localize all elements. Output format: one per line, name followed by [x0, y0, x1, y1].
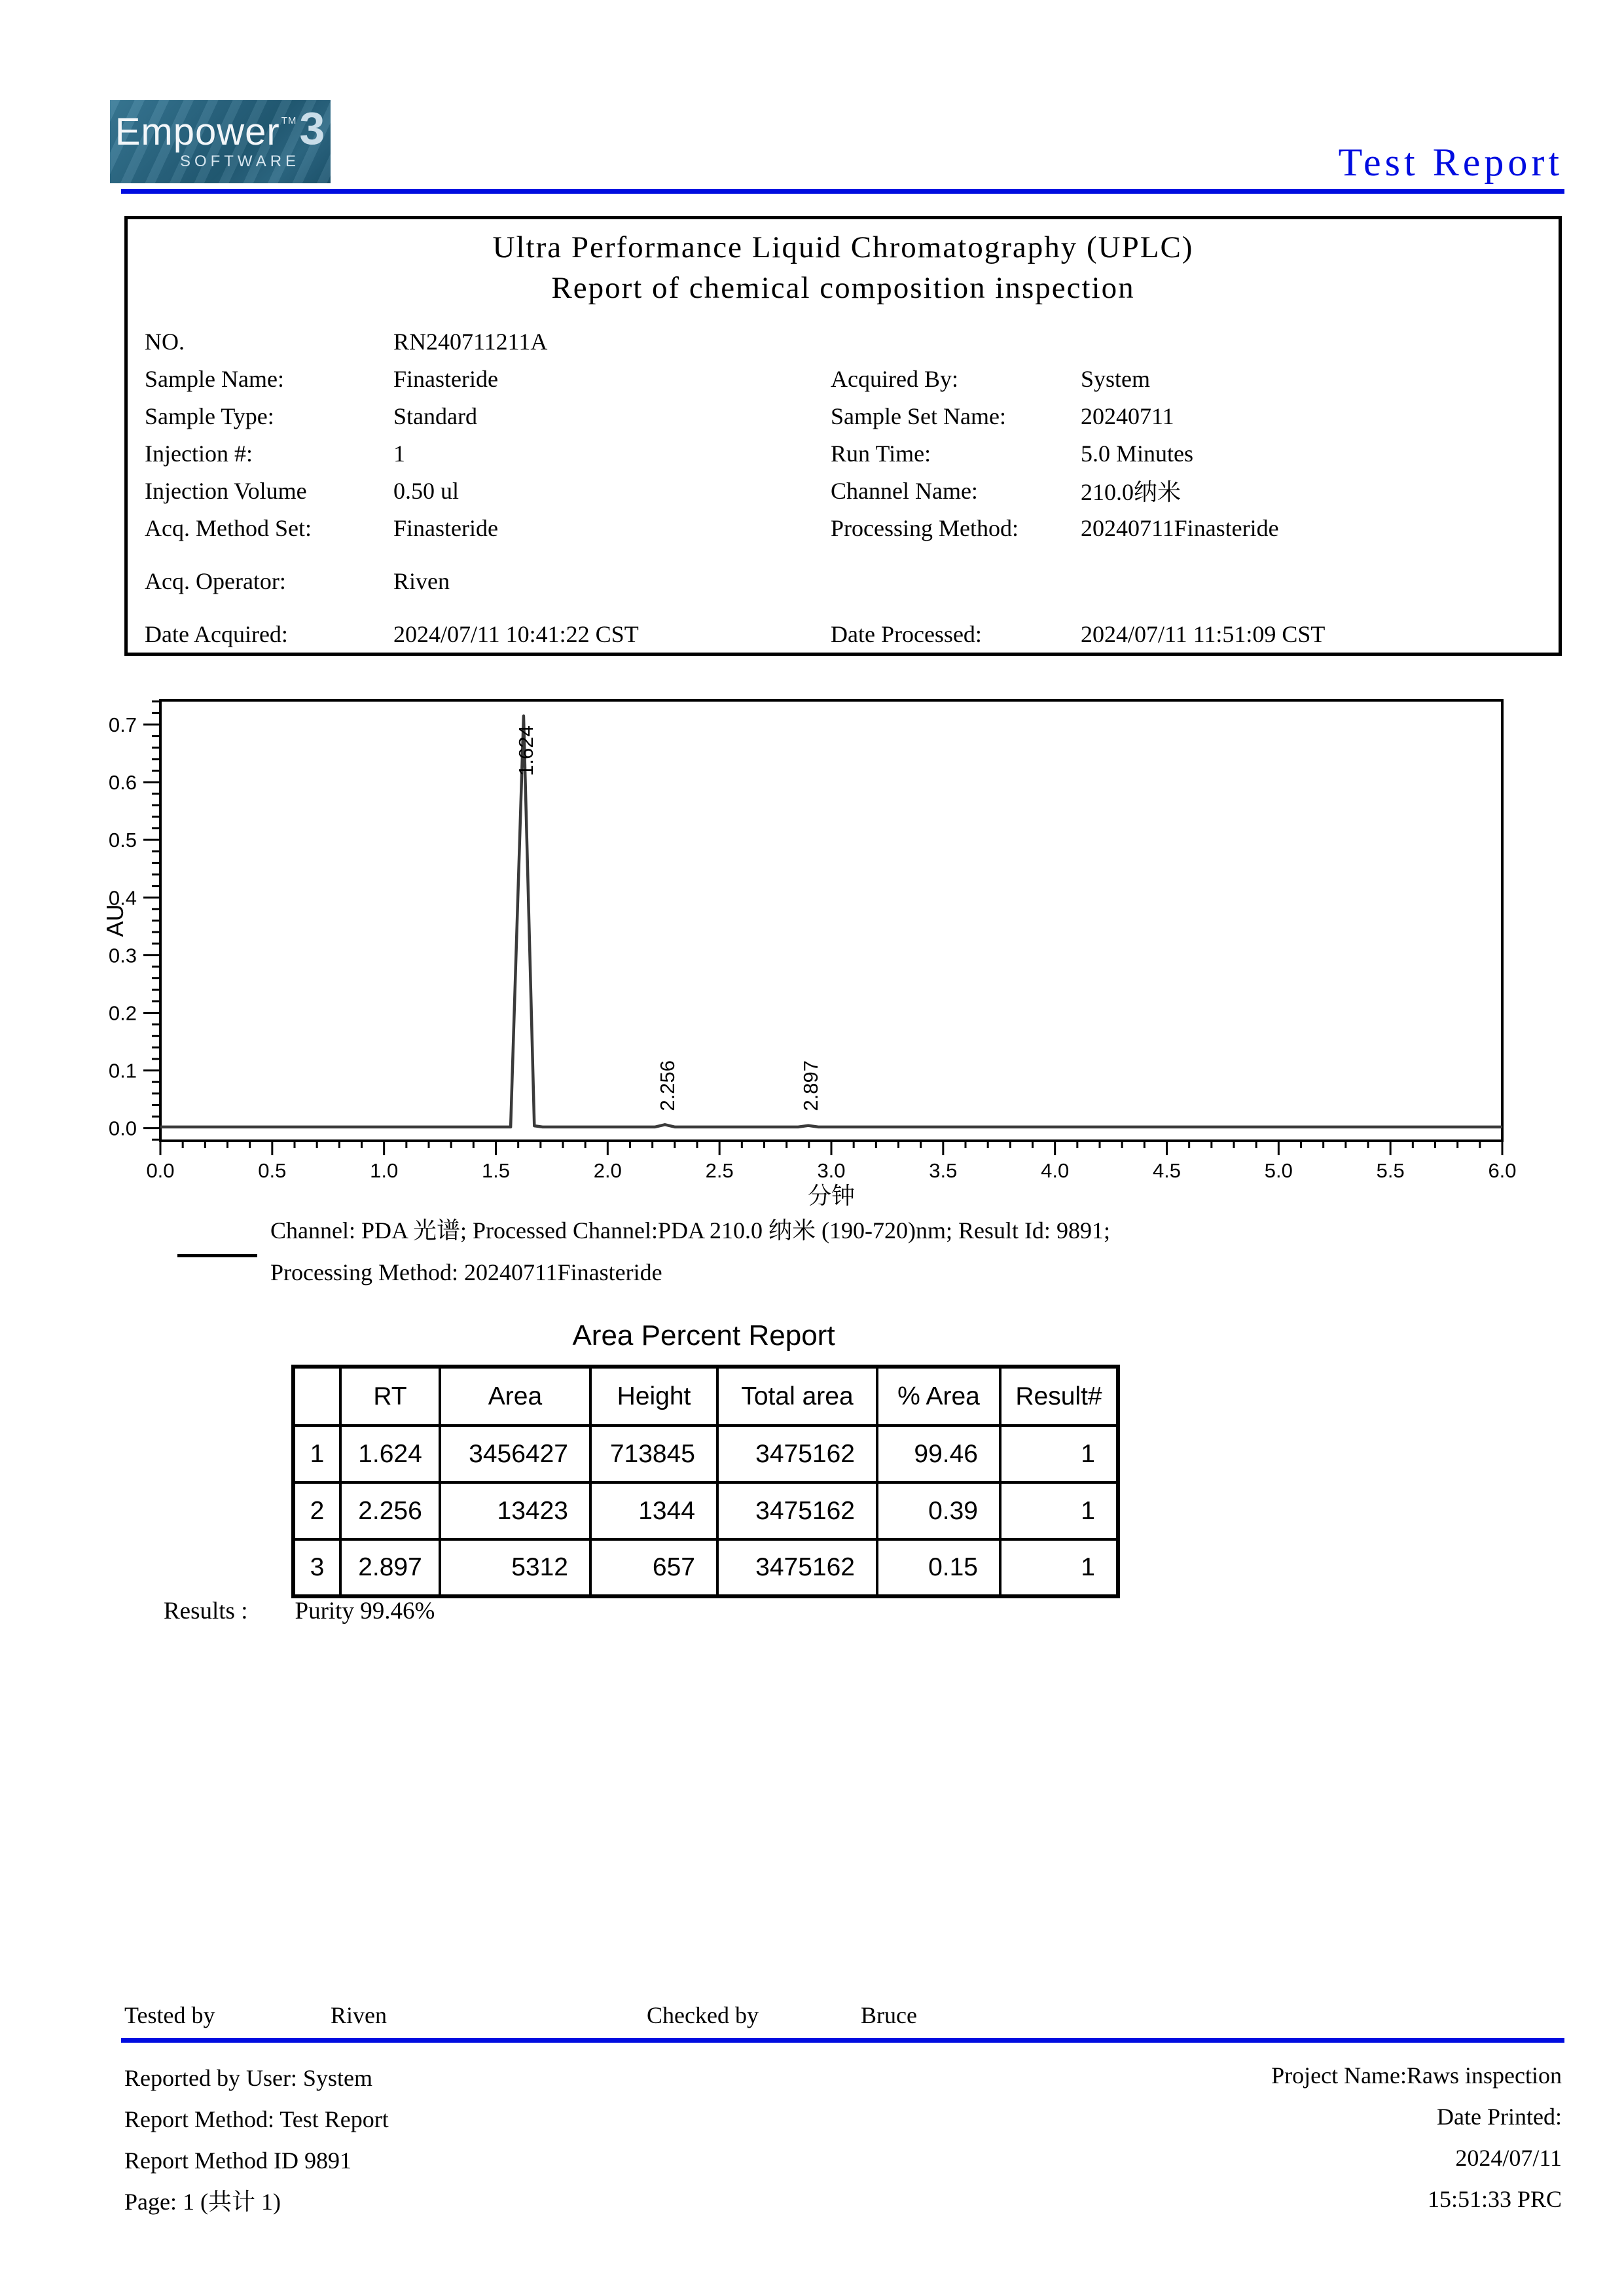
- x-tick-label: 3.5: [929, 1159, 958, 1182]
- sample-info-fields: [145, 323, 1559, 653]
- table-cell: 2.897: [340, 1539, 440, 1596]
- report-title: Test Report: [1338, 141, 1563, 184]
- field-label: Date Acquired:: [145, 620, 288, 647]
- field-value: 2024/07/11 11:51:09 CST: [1081, 620, 1326, 647]
- field-value: 2024/07/11 10:41:22 CST: [393, 620, 639, 647]
- table-cell: 0.39: [877, 1482, 1000, 1539]
- logo-version: 3: [299, 102, 326, 154]
- field-label: Sample Name:: [145, 365, 284, 392]
- y-tick-label: 0.7: [108, 713, 137, 736]
- table-header-cell: Total area: [717, 1367, 877, 1426]
- field-value: 20240711: [1081, 403, 1174, 429]
- field-label: Sample Set Name:: [831, 403, 1006, 429]
- footer-left-line: Report Method: Test Report: [124, 2106, 389, 2132]
- plot-border: [160, 700, 1502, 1141]
- header-field-row: [145, 509, 1559, 547]
- y-axis-title: AU: [101, 904, 128, 937]
- x-tick-label: 0.0: [146, 1159, 175, 1182]
- doc-title-line2: Report of chemical composition inspection: [551, 271, 1135, 305]
- x-tick-label: 1.5: [481, 1159, 511, 1182]
- results-line: [164, 1597, 435, 1625]
- y-tick-label: 0.6: [108, 771, 137, 795]
- x-tick-label: 3.0: [817, 1159, 846, 1182]
- field-value: Riven: [393, 567, 450, 594]
- table-header-cell: % Area: [877, 1367, 1000, 1426]
- y-tick-label: 0.2: [108, 1001, 137, 1025]
- x-tick-label: 5.5: [1376, 1159, 1405, 1182]
- x-tick-label: 5.0: [1264, 1159, 1293, 1182]
- table-cell: 3475162: [717, 1426, 877, 1482]
- signal-trace: [160, 716, 1502, 1127]
- peak-label: 2.256: [655, 1060, 679, 1111]
- legend-sample-line: [177, 1254, 257, 1257]
- field-label: Injection Volume: [145, 477, 307, 504]
- table-cell: 1.624: [340, 1426, 440, 1482]
- field-label: Channel Name:: [831, 477, 978, 504]
- table-cell: 1: [1000, 1482, 1118, 1539]
- x-tick-label: 2.5: [705, 1159, 734, 1182]
- checked-by-label: Checked by: [647, 2002, 759, 2028]
- logo-brand: Empower: [115, 110, 280, 153]
- logo-trademark: TM: [281, 115, 297, 126]
- x-tick-label: 0.5: [258, 1159, 287, 1182]
- area-percent-table: [291, 1365, 1120, 1598]
- area-percent-report-title: Area Percent Report: [572, 1319, 835, 1352]
- footer-right-block: [1271, 2055, 1562, 2220]
- x-tick-label: 6.0: [1488, 1159, 1517, 1182]
- table-header-cell: Area: [440, 1367, 590, 1426]
- table-cell: 5312: [440, 1539, 590, 1596]
- y-tick-label: 0.1: [108, 1059, 137, 1083]
- checked-by-value: Bruce: [861, 2002, 917, 2028]
- bottom-blue-rule: [121, 2038, 1564, 2043]
- peak-label: 1.624: [514, 725, 537, 776]
- footer-left-line: Page: 1 (共计 1): [124, 2189, 281, 2215]
- field-label: Injection #:: [145, 440, 253, 467]
- legend-line1: Channel: PDA 光谱; Processed Channel:PDA 210.0 纳米 (190-720)nm; Result Id: 9891;: [270, 1217, 1110, 1244]
- field-label: Acq. Operator:: [145, 567, 286, 594]
- table-row: [293, 1539, 1118, 1596]
- table-cell: 713845: [590, 1426, 717, 1482]
- table-cell: 1: [293, 1426, 340, 1482]
- field-value: RN240711211A: [393, 328, 548, 355]
- table-cell: 99.46: [877, 1426, 1000, 1482]
- table-cell: 3: [293, 1539, 340, 1596]
- table-cell: 3475162: [717, 1482, 877, 1539]
- document-header-box: [124, 216, 1562, 656]
- x-tick-label: 4.5: [1152, 1159, 1182, 1182]
- header-field-row: [145, 435, 1559, 472]
- field-value: 1: [393, 440, 405, 467]
- table-cell: 0.15: [877, 1539, 1000, 1596]
- x-tick-label: 2.0: [593, 1159, 622, 1182]
- header-field-row: [145, 323, 1559, 360]
- table-cell: 2.256: [340, 1482, 440, 1539]
- field-label: Date Processed:: [831, 620, 982, 647]
- header-field-row: [145, 615, 1559, 653]
- x-tick-label: 1.0: [370, 1159, 399, 1182]
- legend-line2: Processing Method: 20240711Finasteride: [270, 1259, 662, 1285]
- field-value: Standard: [393, 403, 477, 429]
- table-header-row: [293, 1367, 1118, 1426]
- table-cell: 3475162: [717, 1539, 877, 1596]
- field-label: Run Time:: [831, 440, 931, 467]
- footer-left-block: [124, 2058, 389, 2223]
- field-value: 20240711Finasteride: [1081, 514, 1279, 541]
- field-label: Acq. Method Set:: [145, 514, 312, 541]
- table-cell: 1: [1000, 1539, 1118, 1596]
- field-value: 210.0纳米: [1081, 479, 1182, 505]
- results-value: Purity 99.46%: [295, 1598, 435, 1624]
- field-label: Acquired By:: [831, 365, 958, 392]
- field-label: NO.: [145, 328, 185, 355]
- peak-label: 2.897: [799, 1060, 822, 1111]
- table-header-cell: Result#: [1000, 1367, 1118, 1426]
- y-tick-label: 0.3: [108, 944, 137, 967]
- table-row: [293, 1482, 1118, 1539]
- field-value: Finasteride: [393, 365, 498, 392]
- field-label: Sample Type:: [145, 403, 274, 429]
- field-value: Finasteride: [393, 514, 498, 541]
- footer-right-line: 15:51:33 PRC: [1427, 2186, 1562, 2212]
- table-cell: 3456427: [440, 1426, 590, 1482]
- field-label: Processing Method:: [831, 514, 1019, 541]
- footer-left-line: Report Method ID 9891: [124, 2147, 352, 2174]
- footer-left-line: Reported by User: System: [124, 2065, 372, 2091]
- tested-by-value: Riven: [331, 2002, 387, 2028]
- footer-right-line: Date Printed:: [1437, 2104, 1562, 2130]
- y-tick-label: 0.0: [108, 1117, 137, 1140]
- header-field-row: [145, 397, 1559, 435]
- x-tick-label: 4.0: [1041, 1159, 1070, 1182]
- table-cell: 2: [293, 1482, 340, 1539]
- footer-right-line: 2024/07/11: [1455, 2145, 1562, 2171]
- doc-title-line1: Ultra Performance Liquid Chromatography (UPLC): [492, 230, 1194, 264]
- chart-legend: [270, 1210, 1110, 1293]
- tested-by-label: Tested by: [124, 2002, 215, 2028]
- field-value: 5.0 Minutes: [1081, 440, 1194, 467]
- field-value: 0.50 ul: [393, 477, 460, 504]
- logo-wordmark: [115, 102, 326, 154]
- field-value: System: [1081, 365, 1151, 392]
- table-cell: 13423: [440, 1482, 590, 1539]
- logo-subtitle: SOFTWARE: [179, 152, 300, 170]
- table-header-cell: Height: [590, 1367, 717, 1426]
- header-field-row: [145, 360, 1559, 397]
- top-blue-rule: [121, 189, 1564, 194]
- y-tick-label: 0.5: [108, 829, 137, 852]
- table-header-cell: RT: [340, 1367, 440, 1426]
- chromatogram-svg: [98, 691, 1545, 1214]
- empower-logo: [110, 100, 331, 183]
- table-header-cell: [293, 1367, 340, 1426]
- y-tick-label: 0.4: [108, 886, 137, 910]
- table-cell: 1344: [590, 1482, 717, 1539]
- chromatogram-chart: [98, 691, 1545, 1214]
- x-axis-title: 分钟: [807, 1182, 856, 1209]
- table-cell: 1: [1000, 1426, 1118, 1482]
- table-row: [293, 1426, 1118, 1482]
- table-cell: 657: [590, 1539, 717, 1596]
- results-label: Results :: [164, 1598, 248, 1624]
- header-field-row: [145, 472, 1559, 509]
- footer-right-line: Project Name:Raws inspection: [1271, 2062, 1562, 2089]
- header-field-row: [145, 562, 1559, 600]
